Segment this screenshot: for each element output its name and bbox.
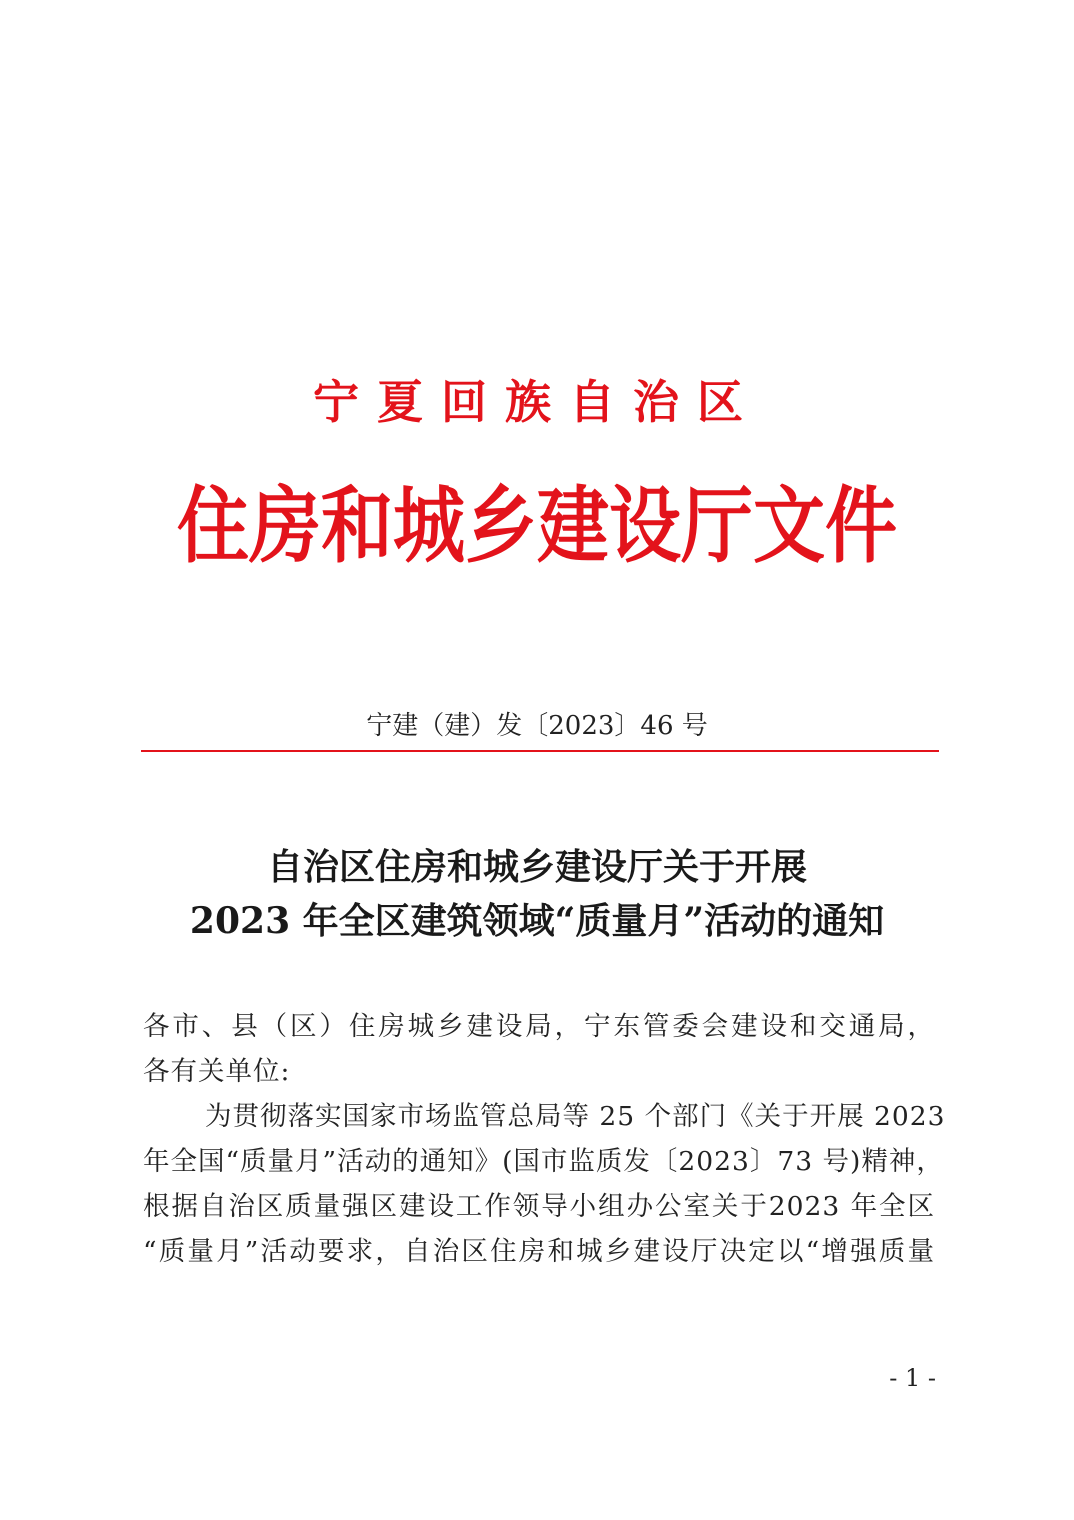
- body-line: 为贯彻落实国家市场监管总局等 25 个部门《关于开展 2023: [205, 1101, 946, 1132]
- body-text: [143, 1004, 946, 1274]
- body-line: “质量月”活动要求，自治区住房和城乡建设厅决定以“增强质量: [143, 1236, 935, 1267]
- red-separator-line: [141, 750, 939, 752]
- issuer-region-heading: 宁夏回族自治区: [313, 375, 761, 429]
- body-line: 各市、县（区）住房城乡建设局，宁东管委会建设和交通局，: [143, 1011, 935, 1042]
- body-line: 各有关单位:: [143, 1056, 291, 1087]
- title-line-2: 2023 年全区建筑领域“质量月”活动的通知: [189, 900, 885, 942]
- document-number: 宁建（建）发〔2023〕46 号: [366, 711, 708, 741]
- title-line-1: 自治区住房和城乡建设厅关于开展: [266, 846, 807, 888]
- issuer-document-heading: 住房和城乡建设厅文件: [176, 476, 897, 575]
- page-number: - 1 -: [889, 1364, 936, 1392]
- body-line: 年全国“质量月”活动的通知》(国市监质发〔2023〕73 号)精神，: [143, 1146, 944, 1177]
- document-title: [0, 840, 1074, 948]
- body-line: 根据自治区质量强区建设工作领导小组办公室关于2023 年全区: [143, 1191, 935, 1222]
